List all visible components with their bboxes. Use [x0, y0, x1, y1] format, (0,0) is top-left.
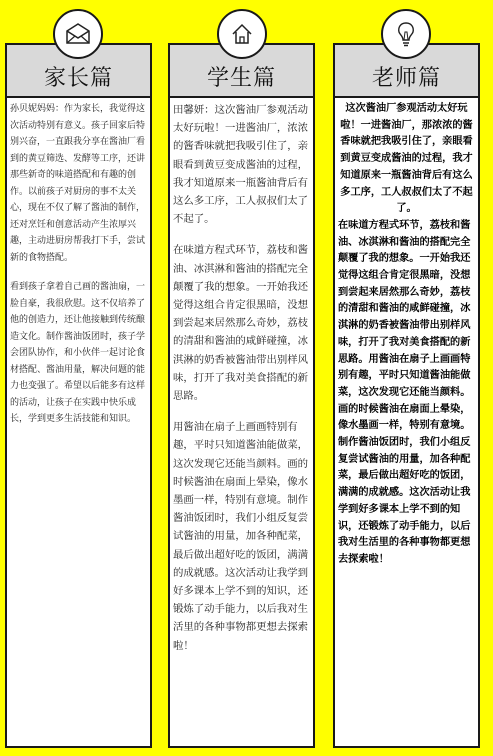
parent-column — [5, 43, 152, 748]
teacher-paragraph: 在味道方程式环节，荔枝和酱油、冰淇淋和酱油的搭配完全颠覆了我的想象。一开始我还觉得这组合肯定很黑暗，没想到尝起来居然那么奇妙，荔枝的清甜和酱油的咸鲜碰撞，冰淇淋的奶香被酱油带出别样风味，打开了我对美食搭配的新思路。用酱油在扇子上画画特别有趣，平时只知道酱油能做菜，这次发现它还能当颜料。画的时候酱油在扇面上晕染，像水墨画一样，特别有意境。制作酱油饭团时，我们小组反复尝试酱油的用量，加各种配菜，最后做出超好吃的饭团，满满的成就感。这次活动让我学到好多课本上学不到的知识，还锻炼了动手能力，以后我对生活里的各种事物都更想去探索啦！ — [338, 219, 471, 565]
parent-paragraph: 看到孩子拿着自己画的酱油扇，一脸自豪，我很欣慰。这不仅培养了他的创造力，还让他接触到传统酿造文化。制作酱油饭团时，孩子学会团队协作，和小伙伴一起讨论食材搭配、酱油用量，解决问题的能力也变强了。希望以后能多有这样的活动，让孩子在实践中快乐成长，学到更多生活技能和知识。 — [10, 282, 146, 424]
parent-icon-badge — [53, 9, 103, 59]
student-paragraph: 田馨妍：这次酱油厂参观活动太好玩啦！一进酱油厂，浓浓的酱香味就把我吸引住了，亲眼看到黄豆变成酱油的过程，我才知道原来一瓶酱油背后有这么多工序，工人叔叔们太了不起了。 — [173, 104, 309, 226]
parent-paragraph: 孙贝妮妈妈：作为家长，我觉得这次活动特别有意义。孩子回家后特别兴奋，一直跟我分享在酱油厂看到的黄豆筛选、发酵等工序，还讲那些新奇的味道搭配和有趣的创作。以前孩子对厨房的事不太关心，现在不仅了解了酱油的制作，还对烹饪和创意活动产生浓厚兴趣，主动进厨房帮我打下手，尝试新的食物搭配。 — [10, 104, 146, 263]
student-column — [168, 43, 315, 748]
student-paragraph: 用酱油在扇子上画画特别有趣，平时只知道酱油能做菜，这次发现它还能当颜料。画的时候酱油在扇面上晕染，像水墨画一样，特别有意境。制作酱油饭团时，我们小组反复尝试酱油的用量，加各种配菜，最后做出超好吃的饭团，满满的成就感。这次活动让我学到好多课本上学不到的知识，还锻炼了动手能力，以后我对生活里的各种事物都更想去探索啦！ — [173, 421, 309, 652]
house-icon — [231, 23, 253, 45]
teacher-icon-badge — [381, 9, 431, 59]
teacher-column-body — [335, 98, 478, 569]
student-column-body — [170, 98, 313, 655]
lightbulb-icon — [396, 21, 416, 47]
teacher-column-title: 老师篇 — [371, 66, 441, 91]
student-column-title: 学生篇 — [206, 66, 276, 91]
student-icon-badge — [217, 9, 267, 59]
teacher-paragraph: 这次酱油厂参观活动太好玩啦！一进酱油厂，那浓浓的酱香味就把我吸引住了，亲眼看到黄豆变成酱油的过程，我才知道原来一瓶酱油背后有这么多工序，工人叔叔们太了不起了。 — [340, 103, 473, 215]
envelope-icon — [65, 23, 91, 45]
teacher-column — [333, 43, 480, 748]
parent-column-title: 家长篇 — [43, 66, 113, 91]
parent-column-body — [7, 98, 150, 428]
student-paragraph: 在味道方程式环节，荔枝和酱油、冰淇淋和酱油的搭配完全颠覆了我的想象。一开始我还觉得这组合肯定很黑暗，没想到尝起来居然那么奇妙，荔枝的清甜和酱油的咸鲜碰撞，冰淇淋的奶香被酱油带出别样风味，打开了我对美食搭配的新思路。 — [173, 244, 309, 403]
